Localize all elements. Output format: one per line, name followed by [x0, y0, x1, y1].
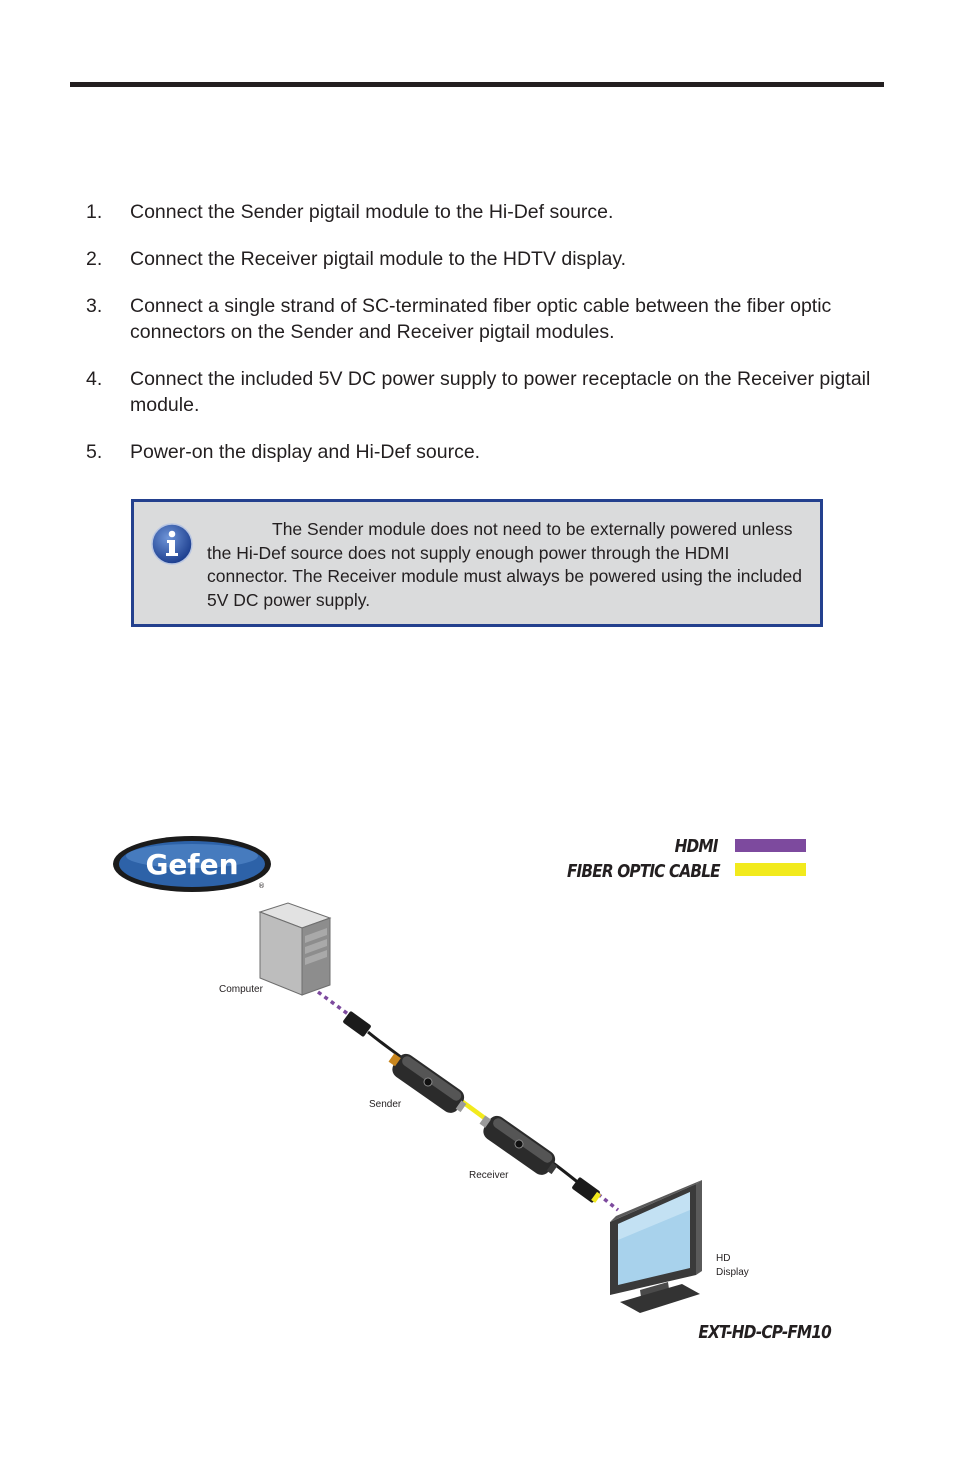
step-number: 3. [86, 295, 103, 317]
hd-display-icon [610, 1180, 702, 1313]
display-label-line1: HD [716, 1253, 731, 1264]
step-item [86, 293, 876, 345]
step-item [86, 439, 876, 465]
step-item [86, 366, 876, 418]
info-note-box [131, 499, 823, 627]
model-number: EXT-HD-CP-FM10 [698, 1322, 831, 1343]
step-item [86, 199, 876, 225]
step-text: Connect a single strand of SC-terminated fiber optic cable between the fiber optic connectors on the Sender and Receiver pigtail modules. [130, 295, 832, 343]
legend-fiber-swatch [735, 863, 806, 876]
step-number: 2. [86, 248, 103, 270]
registered-mark: ® [258, 882, 265, 890]
logo-text: Gefen [145, 848, 239, 881]
computer-label: Computer [219, 984, 263, 995]
step-number: 1. [86, 201, 103, 223]
legend-fiber-label: FIBER OPTIC CABLE [567, 861, 720, 882]
sender-label: Sender [369, 1099, 402, 1110]
computer-icon [260, 903, 330, 995]
hdmi-cable-display [598, 1194, 618, 1210]
step-item [86, 246, 876, 272]
instruction-steps [86, 199, 876, 486]
gefen-logo [113, 836, 271, 892]
receiver-label: Receiver [469, 1170, 509, 1181]
info-icon [151, 523, 193, 565]
legend-hdmi-swatch [735, 839, 806, 852]
step-text: Power-on the display and Hi-Def source. [130, 441, 481, 463]
display-label-line2: Display [716, 1267, 749, 1278]
step-number: 4. [86, 368, 103, 390]
legend-hdmi-label: HDMI [674, 836, 718, 857]
step-text: Connect the Receiver pigtail module to the HDTV display. [130, 248, 627, 270]
header-rule [70, 82, 884, 87]
step-text: Connect the included 5V DC power supply to power receptacle on the Receiver pigtail module. [130, 368, 871, 416]
step-text: Connect the Sender pigtail module to the Hi-Def source. [130, 201, 614, 223]
connection-diagram [0, 820, 954, 1360]
hdmi-cable-source [318, 992, 348, 1014]
step-number: 5. [86, 441, 103, 463]
note-text: The Sender module does not need to be externally powered unless the Hi-Def source does not supply enough power through the HDMI connector. The Receiver module must always be powered using the included 5V DC power supply. [207, 519, 803, 610]
